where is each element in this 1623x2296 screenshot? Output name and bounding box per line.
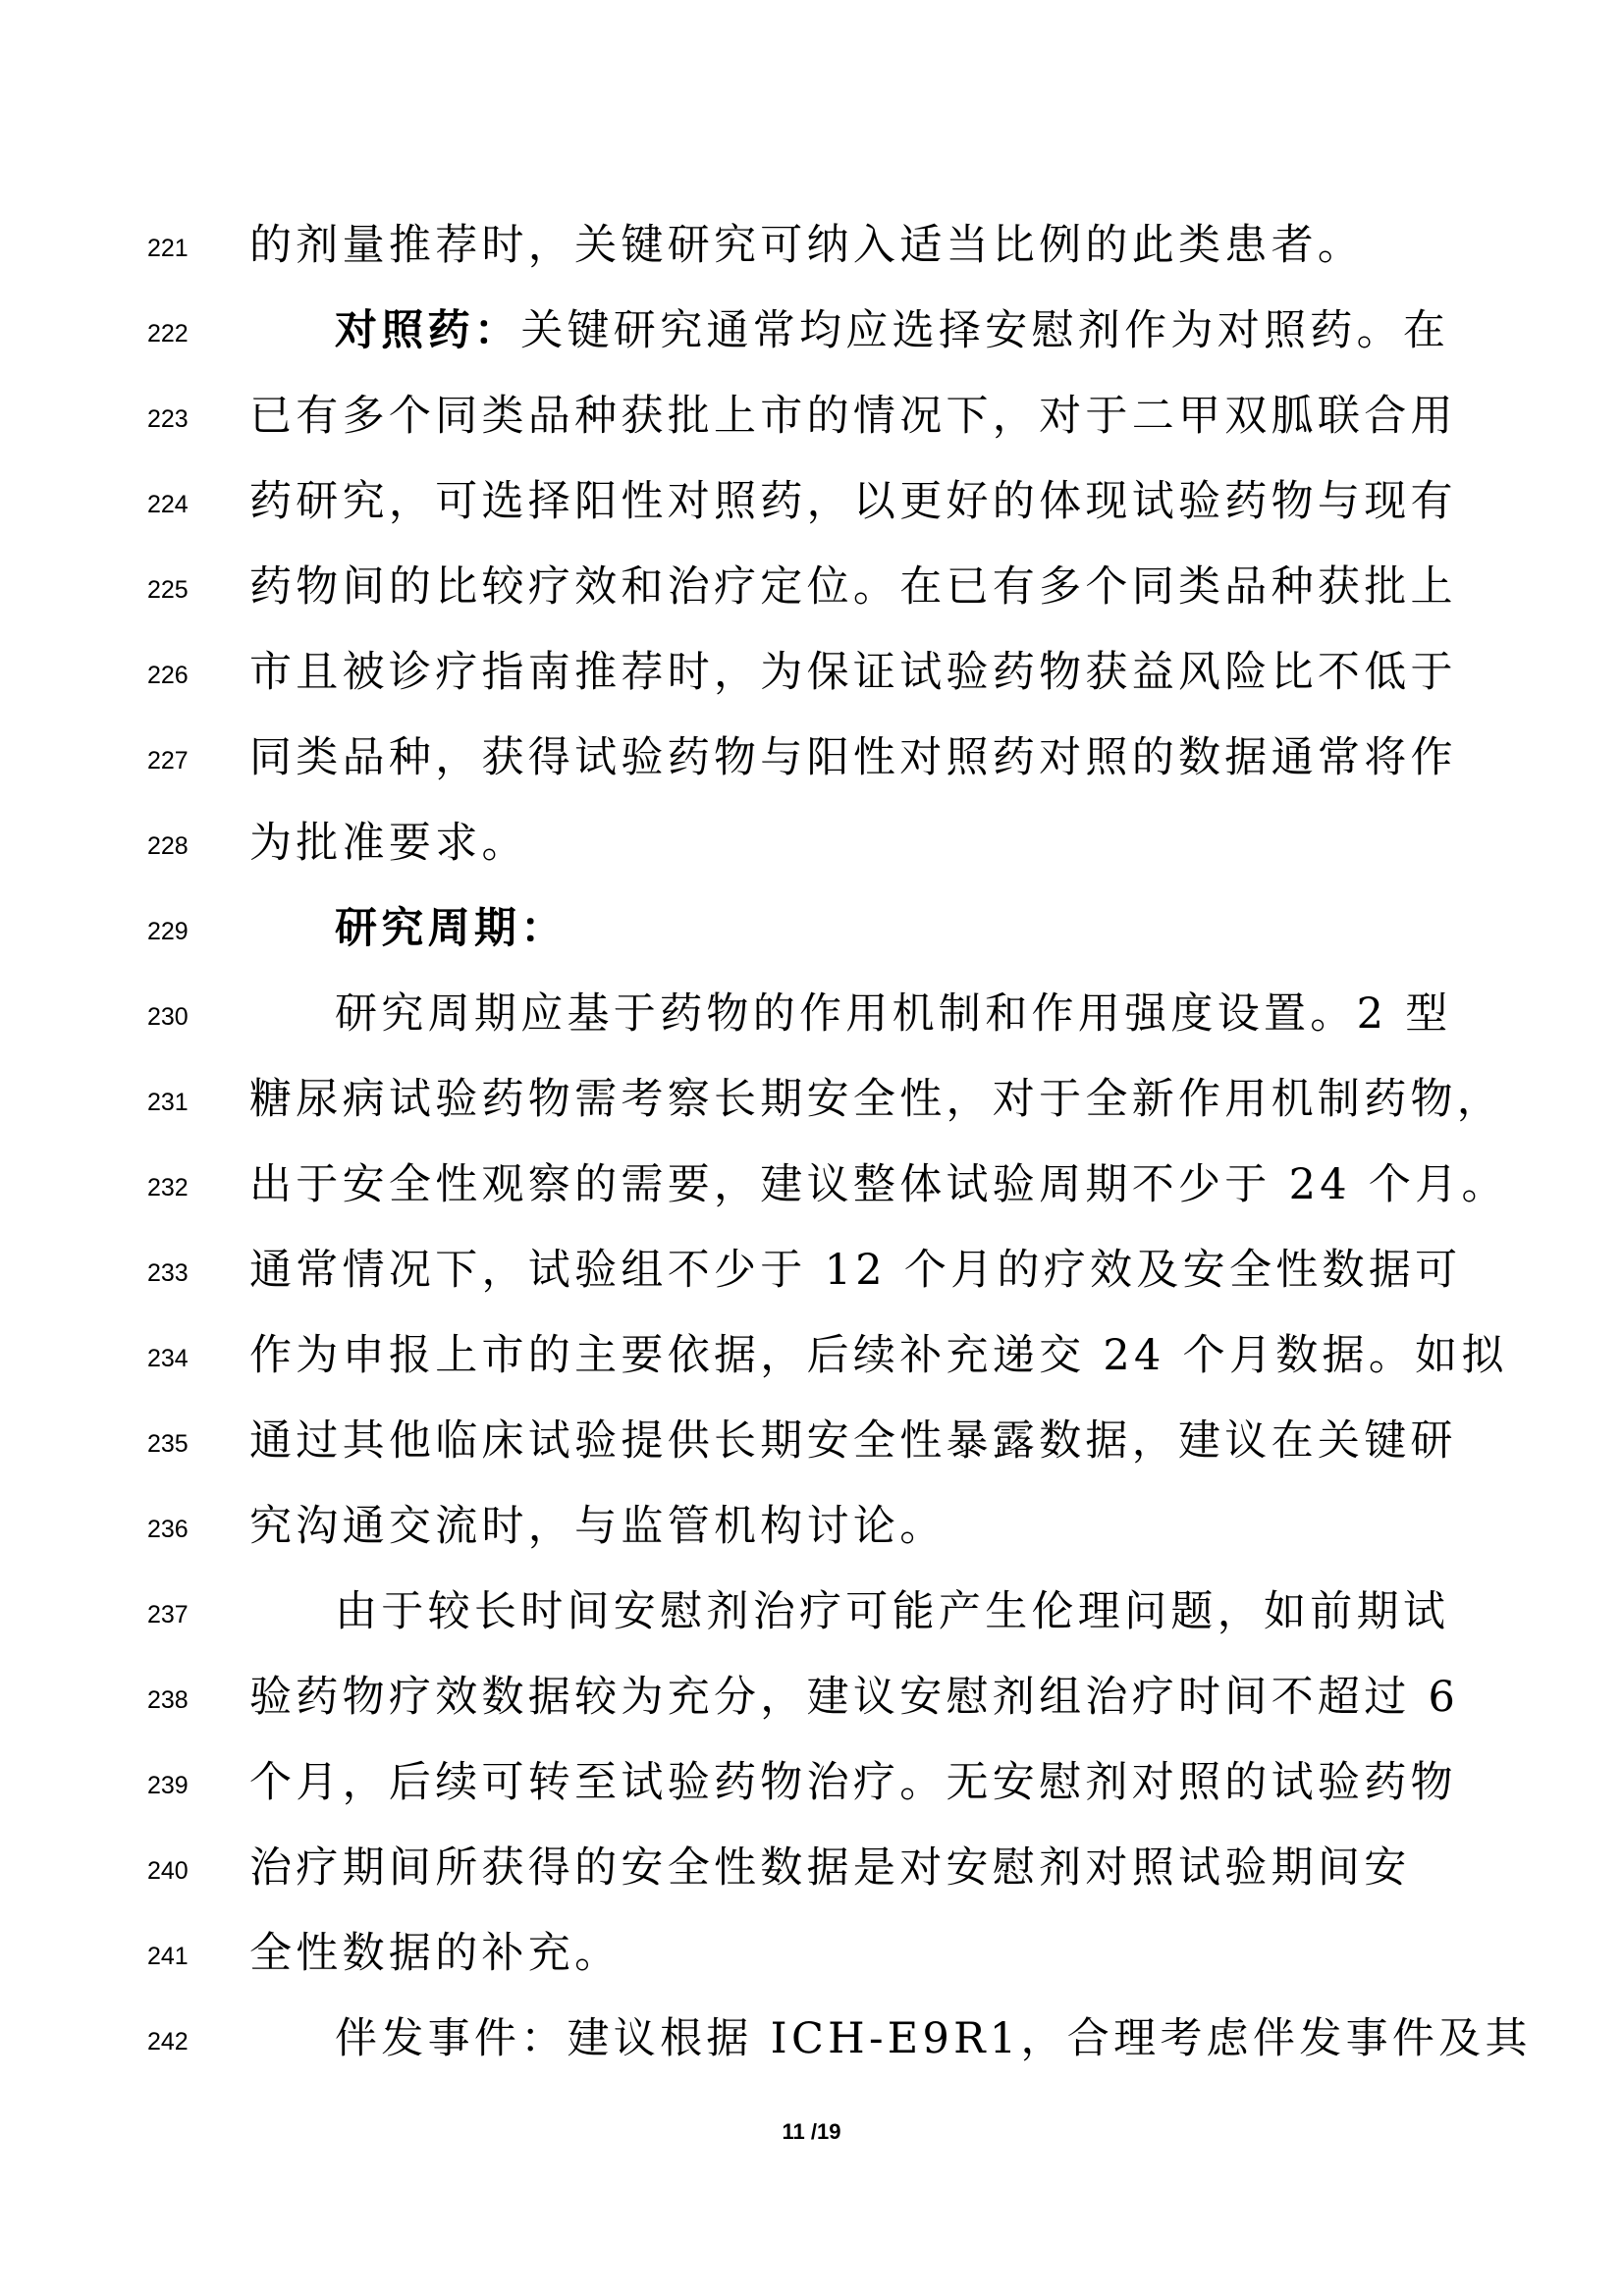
line-text: 通过其他临床试验提供长期安全性暴露数据，建议在关键研 xyxy=(249,1416,1457,1466)
line-text-body: 关键研究通常均应选择安慰剂作为对照药。在 xyxy=(520,306,1450,355)
document-line xyxy=(0,728,1623,787)
line-text xyxy=(335,903,568,954)
line-text: 伴发事件：建议根据 ICH-E9R1，合理考虑伴发事件及其 xyxy=(335,2014,1532,2063)
line-number: 240 xyxy=(147,1857,189,1885)
line-text: 验药物疗效数据较为充分，建议安慰剂组治疗时间不超过 6 xyxy=(249,1673,1460,1722)
line-number: 224 xyxy=(147,491,189,518)
line-number: 237 xyxy=(147,1601,189,1629)
line-text: 的剂量推荐时，关键研究可纳入适当比例的此类患者。 xyxy=(249,221,1365,270)
line-number: 234 xyxy=(147,1345,189,1372)
line-number: 235 xyxy=(147,1430,189,1458)
line-text: 由于较长时间安慰剂治疗可能产生伦理问题，如前期试 xyxy=(335,1587,1450,1636)
document-line xyxy=(0,1412,1623,1470)
line-text xyxy=(335,305,1449,356)
line-text: 同类品种，获得试验药物与阳性对照药对照的数据通常将作 xyxy=(249,733,1457,782)
line-text: 药物间的比较疗效和治疗定位。在已有多个同类品种获批上 xyxy=(249,562,1457,612)
line-text: 全性数据的补充。 xyxy=(249,1929,622,1978)
line-text: 出于安全性观察的需要，建议整体试验周期不少于 24 个月。 xyxy=(249,1160,1508,1209)
document-line xyxy=(0,1155,1623,1214)
document-line xyxy=(0,301,1623,360)
document-line xyxy=(0,1070,1623,1129)
document-line xyxy=(0,1668,1623,1727)
line-number: 232 xyxy=(147,1174,189,1201)
document-line xyxy=(0,1924,1623,1983)
line-number: 239 xyxy=(147,1772,189,1799)
line-number: 233 xyxy=(147,1259,189,1287)
document-line xyxy=(0,814,1623,873)
document-line xyxy=(0,2009,1623,2068)
document-line xyxy=(0,643,1623,702)
line-number: 228 xyxy=(147,832,189,860)
line-text: 作为申报上市的主要依据，后续补充递交 24 个月数据。如拟 xyxy=(249,1331,1508,1380)
line-number: 222 xyxy=(147,320,189,347)
line-number: 226 xyxy=(147,662,189,689)
document-line xyxy=(0,387,1623,446)
document-line xyxy=(0,1753,1623,1812)
line-text: 药研究，可选择阳性对照药，以更好的体现试验药物与现有 xyxy=(249,477,1457,526)
document-line xyxy=(0,472,1623,531)
line-text: 研究周期应基于药物的作用机制和作用强度设置。2 型 xyxy=(335,989,1452,1039)
line-number: 230 xyxy=(147,1003,189,1031)
document-line xyxy=(0,1326,1623,1385)
section-heading: 对照药： xyxy=(335,306,521,355)
line-text: 个月，后续可转至试验药物治疗。无安慰剂对照的试验药物 xyxy=(249,1758,1457,1807)
document-line xyxy=(0,985,1623,1043)
page-number: 11 /19 xyxy=(782,2119,841,2144)
document-line xyxy=(0,216,1623,275)
line-number: 227 xyxy=(147,747,189,774)
section-heading: 研究周期： xyxy=(335,904,568,953)
line-number: 225 xyxy=(147,576,189,604)
line-text: 糖尿病试验药物需考察长期安全性，对于全新作用机制药物， xyxy=(249,1075,1504,1124)
line-text: 已有多个同类品种获批上市的情况下，对于二甲双胍联合用 xyxy=(249,392,1457,441)
line-text: 通常情况下，试验组不少于 12 个月的疗效及安全性数据可 xyxy=(249,1246,1462,1295)
line-number: 242 xyxy=(147,2028,189,2056)
line-text: 治疗期间所获得的安全性数据是对安慰剂对照试验期间安 xyxy=(249,1843,1411,1893)
document-line xyxy=(0,899,1623,958)
line-text: 为批准要求。 xyxy=(249,819,528,868)
line-number: 223 xyxy=(147,405,189,433)
document-line xyxy=(0,1497,1623,1556)
document-line xyxy=(0,558,1623,616)
line-number: 236 xyxy=(147,1516,189,1543)
line-text: 市且被诊疗指南推荐时，为保证试验药物获益风险比不低于 xyxy=(249,648,1457,697)
line-number: 231 xyxy=(147,1089,189,1116)
document-line xyxy=(0,1582,1623,1641)
line-number: 221 xyxy=(147,235,189,262)
line-number: 238 xyxy=(147,1686,189,1714)
line-number: 241 xyxy=(147,1943,189,1970)
document-line xyxy=(0,1241,1623,1300)
document-line xyxy=(0,1839,1623,1897)
line-text: 究沟通交流时，与监管机构讨论。 xyxy=(249,1502,947,1551)
line-number: 229 xyxy=(147,918,189,945)
